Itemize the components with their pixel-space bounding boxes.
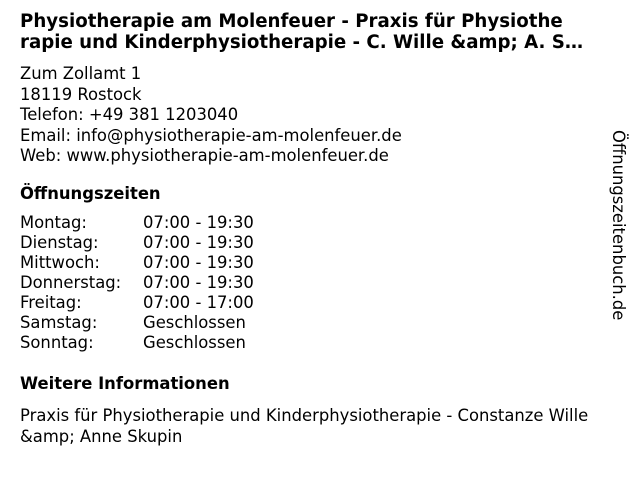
postal-city: 18119 Rostock	[20, 84, 142, 104]
opening-hours-heading: Öffnungszeiten	[20, 184, 161, 203]
page-title-line-2: rapie und Kinderphysiotherapie - C. Wille &amp; A. S…	[20, 32, 584, 53]
hours-time: 07:00 - 19:30	[143, 233, 254, 252]
hours-time: Geschlossen	[143, 333, 246, 352]
street-address: Zum Zollamt 1	[20, 64, 142, 83]
site-brand-watermark	[603, 130, 633, 365]
further-info-line-1: Praxis für Physiotherapie und Kinderphysiotherapie - Constanze Wille	[20, 406, 589, 425]
further-info-heading: Weitere Informationen	[20, 374, 230, 393]
website-address: Web: www.physiotherapie-am-molenfeuer.de	[20, 146, 389, 165]
further-info-line-2: &amp; Anne Skupin	[20, 427, 183, 446]
hours-day: Mittwoch:	[20, 253, 100, 272]
hours-time: 07:00 - 19:30	[143, 213, 254, 232]
further-info-text	[20, 405, 625, 447]
page-title-line-1: Physiotherapie am Molenfeuer - Praxis für Physiothe	[20, 11, 563, 32]
site-brand-label: Öffnungszeitenbuch.de	[609, 130, 628, 321]
hours-time: Geschlossen	[143, 313, 246, 332]
hours-day: Sonntag:	[20, 333, 94, 352]
hours-day: Samstag:	[20, 313, 98, 332]
hours-day: Dienstag:	[20, 233, 99, 252]
hours-time: 07:00 - 19:30	[143, 273, 254, 292]
email-address: Email: info@physiotherapie-am-molenfeuer.de	[20, 125, 402, 145]
hours-day: Freitag:	[20, 293, 82, 312]
hours-day: Montag:	[20, 213, 87, 232]
page-title	[20, 11, 634, 53]
hours-time: 07:00 - 19:30	[143, 253, 254, 272]
hours-time: 07:00 - 17:00	[143, 293, 254, 312]
contact-block	[20, 64, 402, 167]
phone-number: Telefon: +49 381 1203040	[20, 105, 239, 124]
hours-day: Donnerstag:	[20, 273, 122, 292]
